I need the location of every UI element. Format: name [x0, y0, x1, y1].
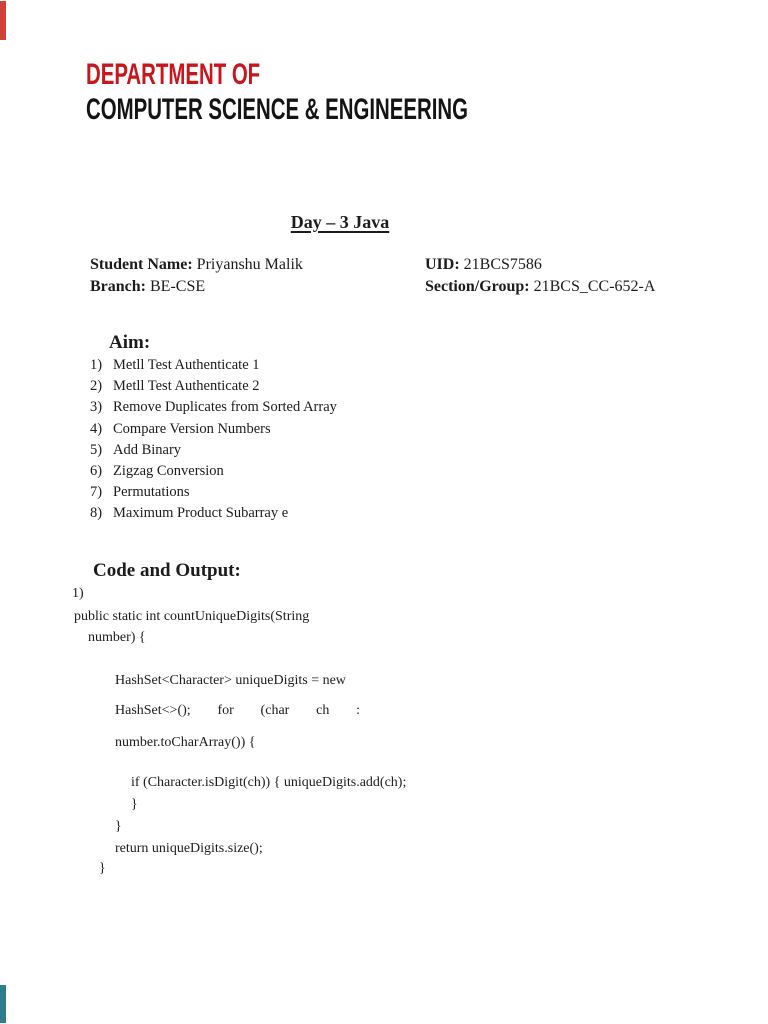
aim-item — [90, 461, 337, 482]
code-line: } — [115, 819, 122, 834]
aim-list — [90, 355, 337, 525]
aim-item-text: Zigzag Conversion — [113, 463, 224, 480]
aim-item-number: 2) — [90, 378, 103, 395]
aim-item — [90, 440, 337, 461]
code-line: } — [99, 861, 106, 876]
aim-item-number: 1) — [90, 357, 103, 373]
aim-item — [90, 397, 337, 418]
uid-label: UID: — [425, 256, 460, 273]
code-output-heading: Code and Output: — [93, 560, 241, 581]
branch-value: BE-CSE — [150, 277, 206, 295]
uid-row — [425, 254, 655, 276]
aim-item — [90, 355, 337, 376]
code-line: HashSet<Character> uniqueDigits = new — [115, 673, 346, 688]
section-group-row — [425, 276, 655, 298]
aim-item-text: Metll Test Authenticate 2 — [113, 378, 260, 395]
student-name-row — [90, 254, 303, 276]
branch-label: Branch: — [90, 277, 146, 295]
department-header — [86, 57, 468, 127]
aim-item-number: 5) — [90, 441, 103, 458]
student-name-value: Priyanshu Malik — [196, 256, 303, 273]
aim-item-text: Compare Version Numbers — [113, 420, 271, 437]
code-line: HashSet<>(); for (char ch : — [115, 703, 360, 718]
page-title — [60, 212, 620, 233]
aim-item-text: Permutations — [113, 484, 190, 501]
code-item-number: 1) — [72, 586, 84, 601]
aim-heading: Aim: — [109, 332, 151, 353]
aim-item-text: Metll Test Authenticate 1 — [113, 357, 260, 373]
section-group-value: 21BCS_CC-652-A — [533, 277, 656, 295]
page-edge-marker-top — [0, 1, 6, 40]
aim-item-text: Add Binary — [113, 441, 182, 458]
aim-item-number: 4) — [90, 420, 103, 437]
aim-item-text: Remove Duplicates from Sorted Array — [113, 399, 337, 416]
aim-item-text: Maximum Product Subarray e — [113, 505, 289, 522]
student-name-label: Student Name: — [90, 256, 193, 273]
page-edge-marker-bottom — [0, 985, 6, 1023]
page-title-text: Day – 3 Java — [290, 212, 390, 232]
department-header-line1: DEPARTMENT OF — [86, 58, 261, 91]
code-line: if (Character.isDigit(ch)) { uniqueDigits.add(ch); — [131, 775, 407, 790]
code-line: } — [131, 797, 138, 812]
department-header-line2: COMPUTER SCIENCE & ENGINEERING — [86, 93, 468, 126]
student-info-left — [90, 254, 303, 297]
code-line: number) { — [88, 630, 146, 645]
aim-item — [90, 482, 337, 503]
aim-item — [90, 419, 337, 440]
aim-item-number: 7) — [90, 484, 103, 501]
branch-row — [90, 276, 303, 298]
code-line: number.toCharArray()) { — [115, 735, 256, 750]
section-group-label: Section/Group: — [425, 277, 530, 295]
code-line: public static int countUniqueDigits(String — [74, 609, 310, 624]
uid-value: 21BCS7586 — [463, 256, 542, 273]
aim-item — [90, 503, 337, 524]
aim-item — [90, 376, 337, 397]
student-info-right — [425, 254, 655, 297]
aim-item-number: 3) — [90, 399, 103, 416]
code-line: return uniqueDigits.size(); — [115, 841, 263, 856]
aim-item-number: 6) — [90, 463, 103, 480]
aim-item-number: 8) — [90, 505, 103, 522]
